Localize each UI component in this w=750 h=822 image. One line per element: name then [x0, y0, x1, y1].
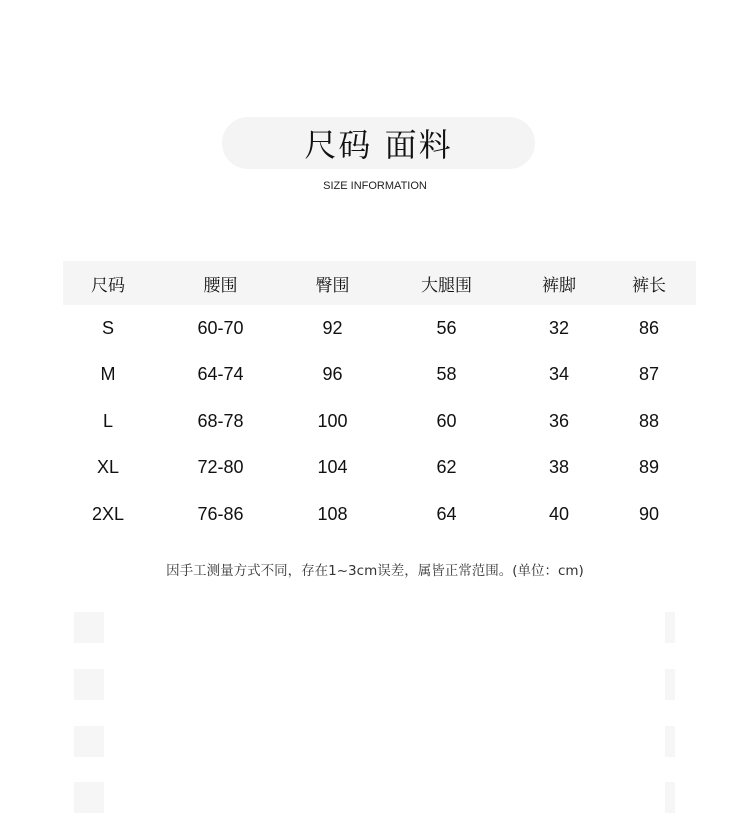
table-cell: 96	[322, 364, 343, 385]
table-cell: 36	[548, 410, 570, 431]
table-header-row	[63, 261, 696, 305]
table-cell: 64	[436, 503, 457, 524]
table-cell: 87	[638, 364, 660, 385]
table-cell: L	[102, 410, 113, 431]
table-cell: 34	[548, 364, 570, 385]
table-cell: 38	[548, 457, 570, 478]
placeholder-block	[74, 612, 104, 643]
table-cell: 60	[436, 410, 457, 431]
table-cell: 40	[548, 503, 570, 524]
page-title: 尺码 面料	[304, 126, 453, 164]
table-cell: 58	[436, 364, 457, 385]
table-row	[63, 445, 696, 492]
page-subtitle: SIZE INFORMATION	[323, 180, 427, 192]
placeholder-block	[74, 782, 104, 813]
table-cell: 108	[317, 503, 348, 524]
table-cell: 62	[436, 457, 457, 478]
placeholder-block	[74, 726, 104, 757]
table-cell: 104	[317, 457, 348, 478]
column-header-size: 尺码	[91, 275, 125, 296]
table-cell: S	[101, 317, 114, 338]
table-row	[63, 352, 696, 399]
table-cell: 2XL	[91, 503, 125, 524]
table-row	[63, 491, 696, 538]
table-row	[63, 398, 696, 445]
table-cell: 32	[548, 317, 570, 338]
title-banner	[222, 117, 535, 169]
placeholder-block	[665, 612, 675, 643]
placeholder-block	[74, 669, 104, 700]
table-cell: M	[100, 364, 116, 385]
table-cell: 72-80	[197, 457, 244, 478]
table-cell: 90	[638, 503, 660, 524]
table-row	[63, 305, 696, 352]
table-cell: 100	[317, 410, 348, 431]
column-header-thigh: 大腿围	[421, 275, 472, 296]
table-cell: 68-78	[197, 410, 244, 431]
column-header-leg-opening: 裤脚	[542, 275, 576, 296]
table-cell: 92	[322, 317, 343, 338]
table-cell: 64-74	[197, 364, 244, 385]
measurement-note: 因手工测量方式不同，存在1~3cm误差，属皆正常范围。(单位：cm)	[166, 563, 584, 579]
size-table	[63, 261, 696, 538]
placeholder-block	[665, 669, 675, 700]
placeholder-block	[665, 726, 675, 757]
table-cell: 89	[638, 457, 660, 478]
placeholder-block	[665, 782, 675, 813]
table-cell: XL	[96, 457, 120, 478]
column-header-hip: 臀围	[315, 275, 350, 296]
table-cell: 56	[436, 317, 457, 338]
table-cell: 86	[638, 317, 660, 338]
column-header-waist: 腰围	[203, 275, 238, 296]
column-header-length: 裤长	[632, 275, 666, 296]
table-cell: 76-86	[197, 503, 244, 524]
table-cell: 60-70	[197, 317, 244, 338]
table-cell: 88	[638, 410, 660, 431]
